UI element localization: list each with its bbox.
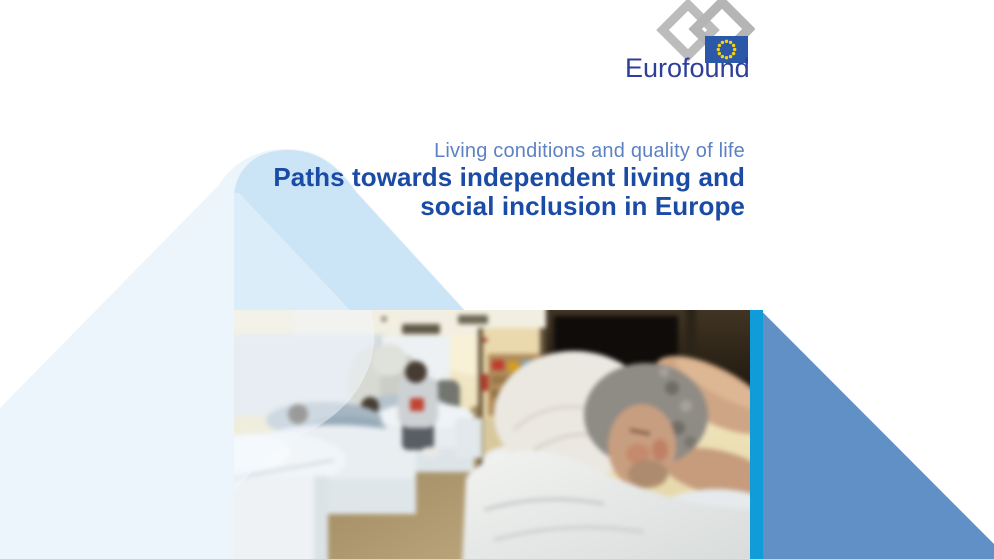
series-label: Living conditions and quality of life	[434, 140, 745, 162]
title-line-1: Paths towards independent living and	[273, 162, 745, 192]
eurofound-wordmark: Eurofound	[625, 53, 750, 83]
title-line-2: social inclusion in Europe	[420, 191, 745, 221]
photo-corner-overlay	[234, 310, 750, 559]
accent-bar	[750, 310, 763, 559]
eurofound-logo	[625, 0, 755, 88]
report-title	[273, 163, 745, 221]
cover-photo	[234, 310, 750, 559]
